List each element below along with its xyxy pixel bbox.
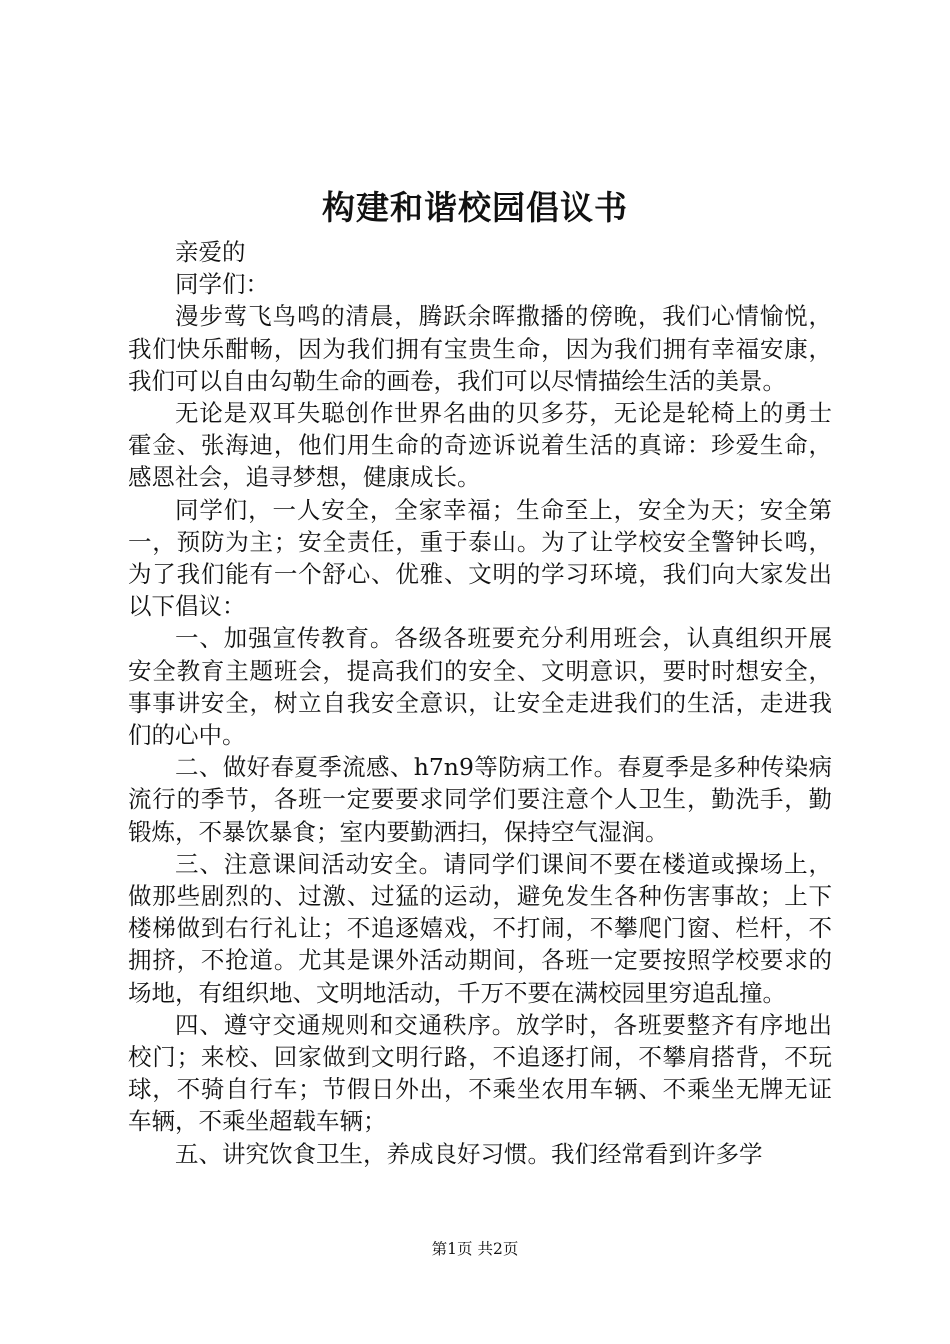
paragraph: 无论是双耳失聪创作世界名曲的贝多芬，无论是轮椅上的勇士霍金、张海迪，他们用生命的奇迹诉说着生活的真谛：珍爱生命，感恩社会，追寻梦想，健康成长。 [128,399,832,492]
proposal-item-2: 二、做好春夏季流感、h7n9等防病工作。春夏季是多种传染病流行的季节，各班一定要要求同学们要注意个人卫生，勤洗手，勤锻炼，不暴饮暴食；室内要勤洒扫，保持空气湿润。 [128,753,832,846]
salutation-line: 同学们： [175,270,269,299]
page-number-footer: 第1页 共2页 [431,1240,519,1258]
paragraph: 漫步莺飞鸟鸣的清晨，腾跃余晖撒播的傍晚，我们心情愉悦，我们快乐酣畅，因为我们拥有宝贵生命，因为我们拥有幸福安康，我们可以自由勾勒生命的画卷，我们可以尽情描绘生活的美景。 [128,302,832,395]
proposal-item-1: 一、加强宣传教育。各级各班要充分利用班会，认真组织开展安全教育主题班会，提高我们的安全、文明意识，要时时想安全，事事讲安全，树立自我安全意识，让安全走进我们的生活，走进我们的心中。 [128,624,832,750]
paragraph: 同学们，一人安全，全家幸福；生命至上，安全为天；安全第一，预防为主；安全责任，重于泰山。为了让学校安全警钟长鸣，为了我们能有一个舒心、优雅、文明的学习环境，我们向大家发出以下倡议： [128,495,832,621]
proposal-item-4: 四、遵守交通规则和交通秩序。放学时，各班要整齐有序地出校门；来校、回家做到文明行路，不追逐打闹，不攀肩搭背，不玩球，不骑自行车；节假日外出，不乘坐农用车辆、不乘坐无牌无证车辆，不乘坐超载车辆； [128,1010,832,1136]
proposal-item-5: 五、讲究饮食卫生，养成良好习惯。我们经常看到许多学 [175,1139,763,1168]
proposal-item-3: 三、注意课间活动安全。请同学们课间不要在楼道或操场上，做那些剧烈的、过激、过猛的运动，避免发生各种伤害事故；上下楼梯做到右行礼让；不追逐嬉戏，不打闹，不攀爬门窗、栏杆，不拥挤，不抢道。尤其是课外活动期间，各班一定要按照学校要求的场地，有组织地、文明地活动，千万不要在满校园里穷追乱撞。 [128,849,832,1007]
salutation-line: 亲爱的 [175,238,246,266]
document-body [128,236,832,1170]
document-title: 构建和谐校园倡议书 [322,188,628,227]
